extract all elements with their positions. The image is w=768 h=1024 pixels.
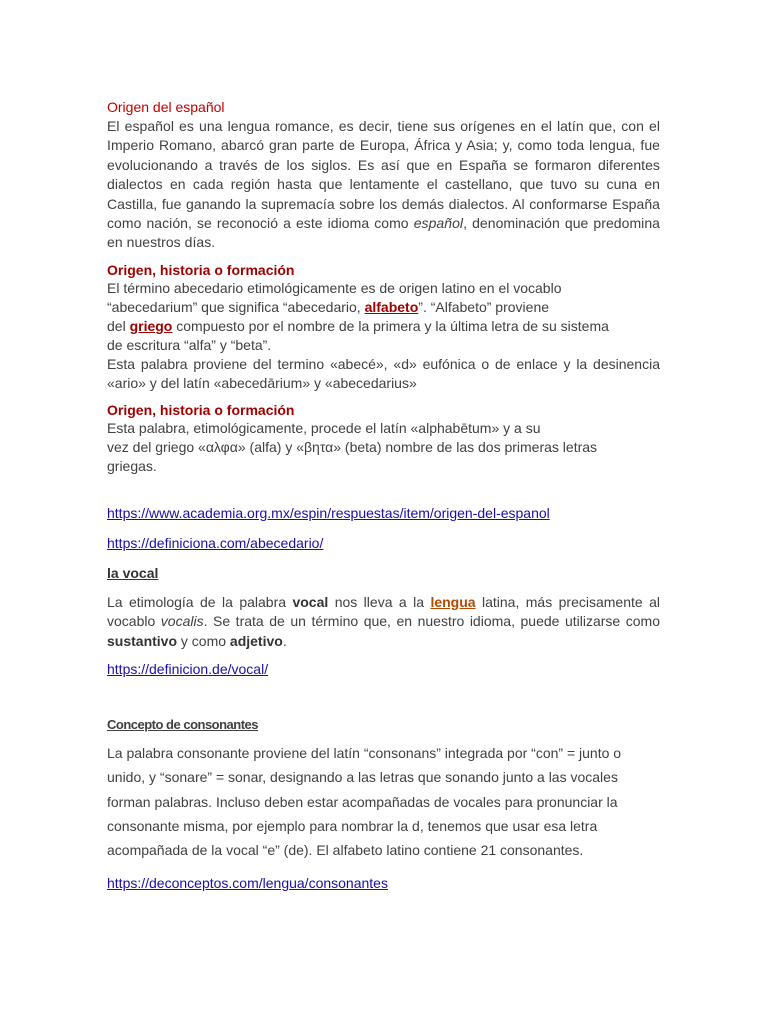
bold-vocal: vocal: [292, 593, 329, 610]
text: Esta palabra, etimológicamente, procede el latín «alphabētum» y a su: [107, 419, 541, 436]
heading-origen-historia-2: Origen, historia o formación: [107, 401, 295, 418]
text: ”. “Alfabeto” proviene: [418, 298, 550, 315]
text: vez del griego «αλφα» (alfa) y «βητα» (beta) nombre de las dos primeras letras: [107, 438, 598, 455]
heading-la-vocal: la vocal: [107, 564, 159, 581]
paragraph-consonantes: La palabra consonante proviene del latín “consonans” integrada por “con” = junto o unido, y “sonare” = sonar, designando a las letras que sonando junto a las vocales forman palabras. Incluso deben estar acompañadas de vocales para pronunciar la consonante misma, por ejemplo para nombrar la d, tenemos que usar esa letra acompañada de la vocal “e” (de). El alfabeto latino contiene 21 consonantes.: [107, 745, 622, 858]
paragraph-origen-espanol: [107, 117, 660, 253]
section-title-origen-espanol: Origen del español: [107, 99, 225, 115]
link-deconceptos[interactable]: https://deconceptos.com/lengua/consonantes: [107, 875, 388, 892]
text: El término abecedario etimológicamente es de origen latino en el vocablo: [107, 279, 562, 296]
link-definicion-vocal[interactable]: https://definicion.de/vocal/: [107, 661, 269, 678]
emphasis-vocalis: vocalis: [160, 613, 204, 630]
text: , denominación que predomina en nuestros días.: [107, 215, 661, 251]
text: “abecedarium” que significa “abecedario,: [107, 298, 365, 315]
paragraph-alfabeto: [107, 419, 660, 476]
document-page: [107, 98, 660, 893]
link-griego[interactable]: griego: [129, 317, 173, 334]
link-academia[interactable]: https://www.academia.org.mx/espin/respuestas/item/origen-del-espanol: [107, 504, 550, 521]
text: El español es una lengua romance, es decir, tiene sus orígenes en el latín que, con el Imperio Romano, abarcó gran parte de Europa, África y Asia; y, como toda lengua, fue evolucionando a través de los siglos. Es así que en España se formaron diferentes dialectos en cada región hasta que lentamente el castellano, que tuvo su cuna en Castilla, fue ganando la supremacía sobre los demás dialectos. Al conformarse España como nación, se reconoció a este idioma como: [107, 118, 660, 232]
text: nos lleva a la: [328, 593, 431, 610]
link-definiciona[interactable]: https://definiciona.com/abecedario/: [107, 534, 324, 551]
link-alfabeto[interactable]: alfabeto: [364, 298, 419, 315]
text: .: [282, 632, 287, 649]
bold-adjetivo: adjetivo: [229, 632, 283, 649]
text: La etimología de la palabra: [107, 593, 293, 610]
text: compuesto por el nombre de la primera y la última letra de su sistema: [172, 317, 609, 334]
paragraph-abece: Esta palabra proviene del termino «abecé», «d» eufónica o de enlace y la desinencia «ario» y del latín «abecedārium» y «abecedarius»: [107, 355, 660, 392]
link-lengua[interactable]: lengua: [430, 593, 476, 610]
heading-origen-historia-1: Origen, historia o formación: [107, 261, 295, 278]
heading-concepto-consonantes: Concepto de consonantes: [107, 717, 259, 733]
text: del: [107, 317, 130, 334]
text: latina, más precisamente al vocablo: [107, 593, 660, 630]
text: y como: [177, 632, 230, 649]
text: . Se trata de un término que, en nuestro idioma, puede utilizarse como: [203, 613, 660, 630]
paragraph-vocal: [107, 593, 660, 652]
text: de escritura “alfa” y “beta”.: [107, 336, 272, 353]
emphasis-espanol: español: [413, 215, 464, 232]
paragraph-abecedario: [107, 279, 660, 355]
bold-sustantivo: sustantivo: [107, 632, 178, 649]
text: griegas.: [107, 457, 157, 474]
